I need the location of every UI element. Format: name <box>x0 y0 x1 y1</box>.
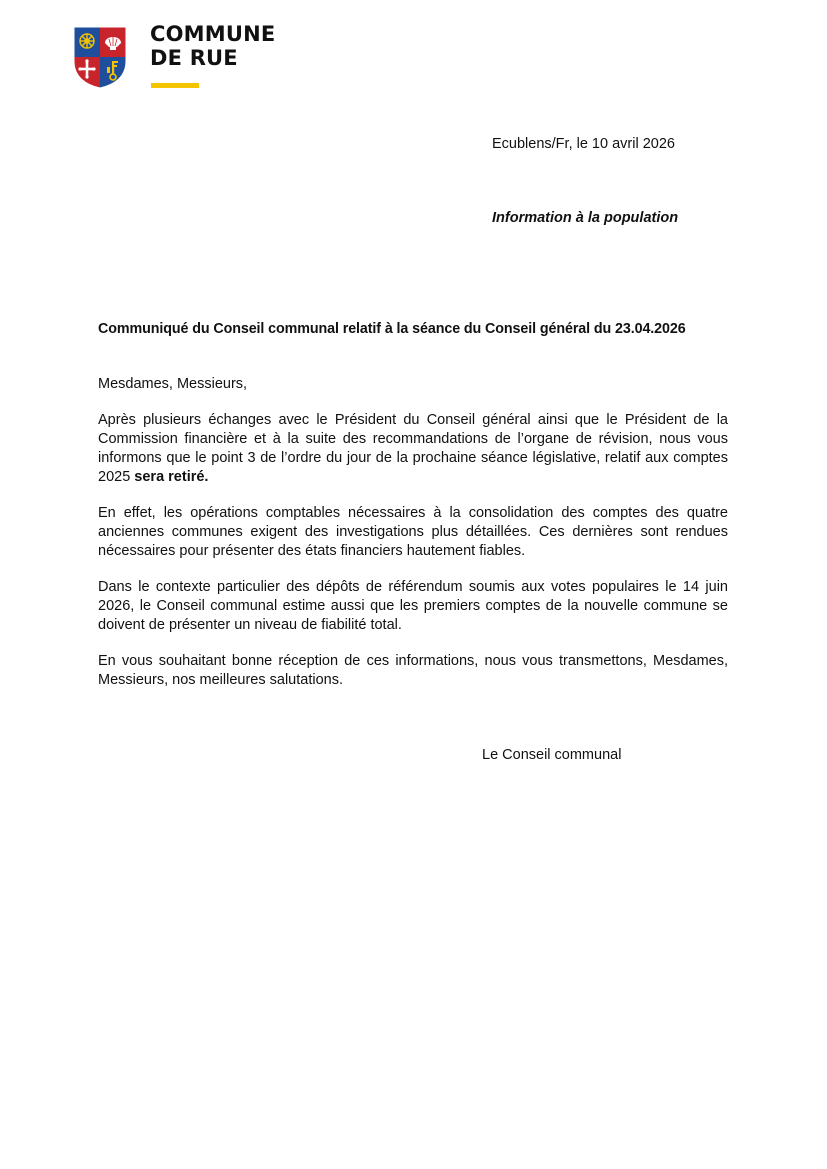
paragraph-1 <box>98 411 728 487</box>
letter-subject: Communiqué du Conseil communal relatif à la séance du Conseil général du 23.04.2026 <box>98 321 686 337</box>
paragraph-1-text: Après plusieurs échanges avec le Président du Conseil général ainsi que le Président de la Commission financière et à la suite des recommandations de l’organe de révision, nous vous informons que le point 3 de l’ordre du jour de la prochaine séance législative, relatif aux comptes 2025 <box>98 412 728 485</box>
signature: Le Conseil communal <box>482 747 622 763</box>
letter-body <box>98 320 728 690</box>
info-line: Information à la population <box>492 210 679 226</box>
paragraph-2: En effet, les opérations comptables nécessaires à la consolidation des comptes des quatre anciennes communes exigent des investigations plus détaillées. Ces dernières sont rendues nécessaires pour présenter des états financiers hautement fiables. <box>98 505 728 559</box>
commune-coat-of-arms-icon <box>72 25 128 89</box>
logo-underline <box>151 83 199 88</box>
date-line: Ecublens/Fr, le 10 avril 2026 <box>492 136 675 152</box>
commune-name-logo <box>150 22 275 70</box>
logo-line-2: DE RUE <box>150 46 238 70</box>
salutation: Mesdames, Messieurs, <box>98 376 248 392</box>
paragraph-3: Dans le contexte particulier des dépôts de référendum soumis aux votes populaires le 14 juin 2026, le Conseil communal estime aussi que les premiers comptes de la nouvelle commune se doivent de présenter un niveau de fiabilité total. <box>98 579 728 633</box>
paragraph-4: En vous souhaitant bonne réception de ces informations, nous vous transmettons, Mesdames, Messieurs, nos meilleures salutations. <box>98 653 728 688</box>
paragraph-1-bold: sera retiré. <box>134 469 209 485</box>
logo-line-1: COMMUNE <box>150 22 276 46</box>
